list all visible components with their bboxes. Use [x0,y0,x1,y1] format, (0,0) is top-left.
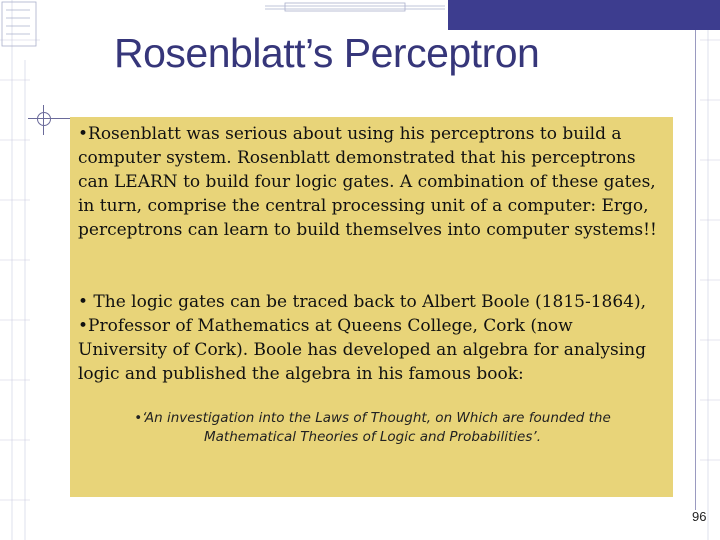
crosshair-circle-icon [37,112,51,126]
book-quote: •‘An investigation into the Laws of Thought, on Which are founded the Mathematical Theories of Logic and Probabilities’. [134,410,611,445]
paragraph-boole [78,290,663,386]
right-vertical-rule [695,30,696,510]
paragraph-boole-line2: •Professor of Mathematics at Queens College, Cork (now University of Cork). Boole has developed an algebra for analysing logic and published the algebra in his famous book: [78,316,646,384]
page-number: 96 [692,509,707,524]
paragraph-rosenblatt: •Rosenblatt was serious about using his perceptrons to build a computer system. Rosenblatt demonstrated that his perceptrons can LEARN to build four logic gates. A combination of these gates, in turn, comprise the central processing unit of a computer: Ergo, perceptrons can learn to build themselves into computer systems!! [78,124,657,240]
title-accent-bar [448,0,720,30]
slide-title: Rosenblatt’s Perceptron [114,30,540,76]
paragraph-boole-line1: • The logic gates can be traced back to Albert Boole (1815-1864), [78,292,646,312]
